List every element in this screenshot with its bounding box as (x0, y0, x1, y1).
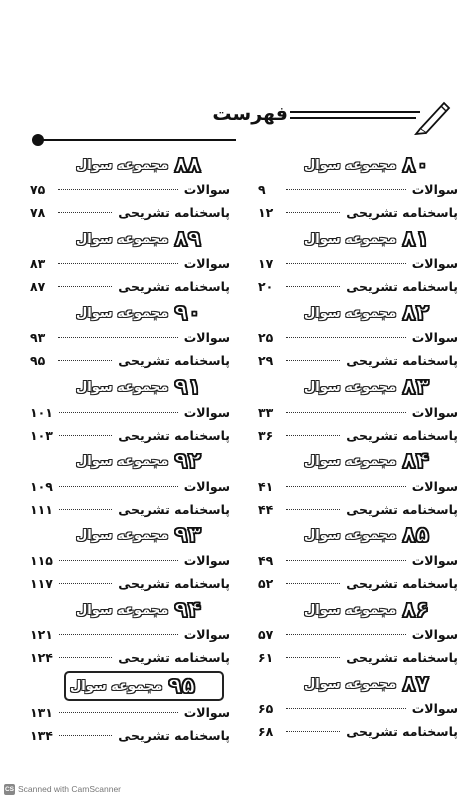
entry-page-number: ۲۹ (258, 353, 274, 369)
dot-leader (286, 560, 406, 561)
entry-page-number: ۱۲۱ (30, 627, 53, 643)
toc-entry[interactable] (258, 572, 458, 595)
entry-label: پاسخنامه تشریحی (118, 575, 230, 591)
section-banner-text: مجموعه سوال (304, 676, 397, 692)
entry-label: سوالات (411, 478, 458, 494)
section-banner (304, 449, 452, 475)
dot-leader (286, 286, 340, 287)
entry-page-number: ۲۰ (258, 279, 274, 295)
dot-leader (59, 560, 178, 561)
entry-label: سوالات (183, 330, 230, 346)
entry-label: سوالات (411, 404, 458, 420)
toc-entry[interactable] (258, 424, 458, 447)
entry-page-number: ۱۰۹ (30, 478, 53, 494)
toc-entry[interactable] (258, 623, 458, 646)
entry-page-number: ۲۵ (258, 330, 274, 346)
section-number: ۸۸ (174, 152, 202, 178)
toc-section (30, 152, 230, 226)
section-banner-text: مجموعه سوال (76, 231, 169, 247)
dot-leader (286, 435, 340, 436)
section-banner (76, 449, 224, 475)
entry-page-number: ۴۹ (258, 552, 274, 568)
section-number: ۸۹ (174, 226, 202, 252)
entry-page-number: ۱۰۳ (30, 427, 53, 443)
toc-entry[interactable] (30, 646, 230, 669)
entry-label: پاسخنامه تشریحی (118, 501, 230, 517)
dot-leader (286, 212, 340, 213)
toc-entry[interactable] (258, 275, 458, 298)
entry-label: سوالات (183, 627, 230, 643)
dot-leader (286, 263, 406, 264)
dot-leader (286, 360, 340, 361)
toc-section (258, 523, 458, 597)
section-banner-text: مجموعه سوال (76, 380, 169, 396)
entry-label: سوالات (183, 256, 230, 272)
toc-entry[interactable] (30, 275, 230, 298)
entry-label: سوالات (411, 701, 458, 717)
toc-section (258, 449, 458, 523)
entry-page-number: ۹۵ (30, 353, 46, 369)
dot-leader (286, 708, 406, 709)
dot-leader (59, 486, 178, 487)
entry-label: سوالات (183, 552, 230, 568)
section-banner (304, 671, 452, 697)
entry-page-number: ۸۳ (30, 256, 46, 272)
toc-entry[interactable] (30, 475, 230, 498)
entry-page-number: ۱۱۵ (30, 552, 53, 568)
section-number: ۸۴ (402, 449, 430, 475)
entry-label: سوالات (411, 256, 458, 272)
toc-entry[interactable] (258, 252, 458, 275)
dot-leader (59, 712, 178, 713)
entry-page-number: ۱۰۱ (30, 404, 53, 420)
section-number: ۹۰ (174, 300, 202, 326)
section-banner-text: مجموعه سوال (76, 602, 169, 618)
entry-page-number: ۱۷ (258, 256, 274, 272)
entry-label: سوالات (183, 705, 230, 721)
section-number: ۸۳ (402, 375, 430, 401)
section-number: ۸۱ (402, 226, 430, 252)
entry-label: پاسخنامه تشریحی (346, 724, 458, 740)
entry-page-number: ۹ (258, 182, 266, 197)
toc-section (30, 375, 230, 449)
toc-section (30, 226, 230, 300)
toc-entry[interactable] (258, 498, 458, 521)
entry-label: سوالات (411, 182, 458, 197)
entry-label: پاسخنامه تشریحی (346, 279, 458, 295)
section-number: ۸۷ (402, 671, 430, 697)
toc-entry[interactable] (30, 252, 230, 275)
section-number: ۹۵ (168, 673, 196, 699)
page-title: فهرست (212, 103, 288, 125)
entry-label: پاسخنامه تشریحی (118, 205, 230, 220)
dot-leader (286, 657, 340, 658)
toc-entry[interactable] (258, 401, 458, 424)
dot-leader (59, 657, 112, 658)
toc-entry[interactable] (258, 720, 458, 743)
entry-page-number: ۵۲ (258, 575, 274, 591)
toc-section (30, 671, 230, 745)
entry-label: پاسخنامه تشریحی (118, 427, 230, 443)
dot-leader (286, 412, 406, 413)
entry-page-number: ۶۵ (258, 701, 274, 717)
section-banner-text: مجموعه سوال (76, 454, 169, 470)
section-banner (304, 226, 452, 252)
toc-entry[interactable] (30, 178, 230, 201)
entry-label: سوالات (183, 182, 230, 197)
entry-label: پاسخنامه تشریحی (118, 353, 230, 369)
toc-entry[interactable] (258, 646, 458, 669)
dot-leader (286, 731, 340, 732)
toc-column-left (30, 152, 230, 746)
section-banner (304, 523, 452, 549)
toc-entry[interactable] (30, 549, 230, 572)
section-number: ۹۲ (174, 449, 202, 475)
dot-leader (59, 435, 112, 436)
dot-leader (286, 583, 340, 584)
section-banner (76, 152, 224, 178)
section-banner (304, 597, 452, 623)
camscanner-logo: CS (4, 785, 15, 793)
section-banner-text: مجموعه سوال (76, 528, 169, 544)
section-number: ۸۰ (402, 152, 430, 178)
section-number: ۸۵ (402, 523, 430, 549)
entry-label: پاسخنامه تشریحی (346, 353, 458, 369)
pen-nib-icon (414, 95, 452, 135)
section-banner (76, 375, 224, 401)
section-banner-text: مجموعه سوال (76, 157, 169, 173)
entry-label: سوالات (411, 627, 458, 643)
section-banner (304, 300, 452, 326)
toc-entry[interactable] (30, 498, 230, 521)
section-banner-text: مجموعه سوال (304, 454, 397, 470)
toc-section (30, 523, 230, 597)
toc-entry[interactable] (258, 201, 458, 224)
entry-page-number: ۱۲۴ (30, 650, 53, 666)
dot-leader (286, 634, 406, 635)
header-rule-right (290, 111, 420, 113)
toc-entry[interactable] (258, 178, 458, 201)
entry-label: پاسخنامه تشریحی (346, 650, 458, 666)
dot-leader (286, 486, 406, 487)
entry-page-number: ۱۳۴ (30, 728, 53, 744)
section-number: ۹۱ (174, 375, 202, 401)
section-number: ۹۴ (174, 597, 202, 623)
dot-leader (59, 735, 112, 736)
toc-entry[interactable] (258, 475, 458, 498)
section-number: ۹۳ (174, 523, 202, 549)
entry-page-number: ۷۸ (30, 205, 46, 220)
toc-section (258, 226, 458, 300)
entry-page-number: ۶۱ (258, 650, 274, 666)
entry-label: پاسخنامه تشریحی (346, 575, 458, 591)
toc-section (258, 597, 458, 671)
toc-section (30, 597, 230, 671)
entry-page-number: ۸۷ (30, 279, 46, 295)
toc-section (258, 375, 458, 449)
toc-section (30, 300, 230, 374)
dot-leader (58, 286, 112, 287)
toc-entry[interactable] (30, 572, 230, 595)
dot-leader (59, 509, 112, 510)
watermark-text: Scanned with CamScanner (18, 784, 122, 794)
toc-entry[interactable] (30, 401, 230, 424)
dot-leader (286, 189, 406, 190)
toc-entry[interactable] (30, 349, 230, 372)
toc-entry[interactable] (258, 326, 458, 349)
entry-page-number: ۷۵ (30, 182, 46, 197)
entry-label: پاسخنامه تشریحی (118, 728, 230, 744)
section-banner-text: مجموعه سوال (304, 157, 397, 173)
toc-column-right (258, 152, 458, 746)
dot-leader (58, 263, 178, 264)
toc-section (30, 449, 230, 523)
entry-label: پاسخنامه تشریحی (346, 205, 458, 220)
section-banner-text: مجموعه سوال (304, 380, 397, 396)
entry-label: پاسخنامه تشریحی (346, 427, 458, 443)
toc-entry[interactable] (30, 724, 230, 747)
section-banner (304, 375, 452, 401)
section-banner (76, 523, 224, 549)
entry-page-number: ۱۲ (258, 205, 274, 220)
header-rule-left (40, 139, 236, 141)
section-number: ۸۶ (402, 597, 430, 623)
entry-page-number: ۶۸ (258, 724, 274, 740)
toc-entry[interactable] (30, 623, 230, 646)
toc-section (258, 152, 458, 226)
toc-entry[interactable] (258, 549, 458, 572)
dot-leader (59, 583, 112, 584)
entry-page-number: ۱۳۱ (30, 705, 53, 721)
entry-page-number: ۴۴ (258, 501, 274, 517)
entry-page-number: ۱۱۱ (30, 501, 53, 517)
entry-page-number: ۹۳ (30, 330, 46, 346)
dot-leader (286, 509, 340, 510)
entry-page-number: ۴۱ (258, 478, 274, 494)
section-banner-text: مجموعه سوال (304, 231, 397, 247)
section-banner-text: مجموعه سوال (70, 678, 163, 694)
section-number: ۸۲ (402, 300, 430, 326)
section-banner (76, 226, 224, 252)
section-banner-text: مجموعه سوال (76, 305, 169, 321)
section-banner-text: مجموعه سوال (304, 528, 397, 544)
section-banner (76, 300, 224, 326)
dot-leader (58, 360, 112, 361)
entry-label: سوالات (411, 552, 458, 568)
entry-label: سوالات (183, 478, 230, 494)
section-banner (76, 597, 224, 623)
toc-entry[interactable] (30, 424, 230, 447)
entry-page-number: ۵۷ (258, 627, 274, 643)
header-rule-right-lower (290, 117, 416, 119)
section-banner (304, 152, 452, 178)
dot-leader (58, 212, 112, 213)
entry-label: سوالات (411, 330, 458, 346)
toc-entry[interactable] (30, 326, 230, 349)
dot-leader (59, 412, 178, 413)
entry-page-number: ۱۱۷ (30, 575, 53, 591)
entry-page-number: ۳۶ (258, 427, 274, 443)
entry-page-number: ۳۳ (258, 404, 274, 420)
section-banner-text: مجموعه سوال (304, 305, 397, 321)
toc-entry[interactable] (258, 697, 458, 720)
dot-leader (286, 337, 406, 338)
toc-entry[interactable] (258, 349, 458, 372)
toc-entry[interactable] (30, 201, 230, 224)
dot-leader (58, 189, 178, 190)
dot-leader (58, 337, 178, 338)
header-dot (32, 134, 44, 146)
scanner-watermark (4, 782, 121, 796)
section-banner (64, 671, 224, 701)
entry-label: پاسخنامه تشریحی (118, 650, 230, 666)
dot-leader (59, 634, 178, 635)
toc-entry[interactable] (30, 701, 230, 724)
section-banner-text: مجموعه سوال (304, 602, 397, 618)
toc-section (258, 300, 458, 374)
entry-label: پاسخنامه تشریحی (118, 279, 230, 295)
toc-section (258, 671, 458, 745)
entry-label: سوالات (183, 404, 230, 420)
entry-label: پاسخنامه تشریحی (346, 501, 458, 517)
